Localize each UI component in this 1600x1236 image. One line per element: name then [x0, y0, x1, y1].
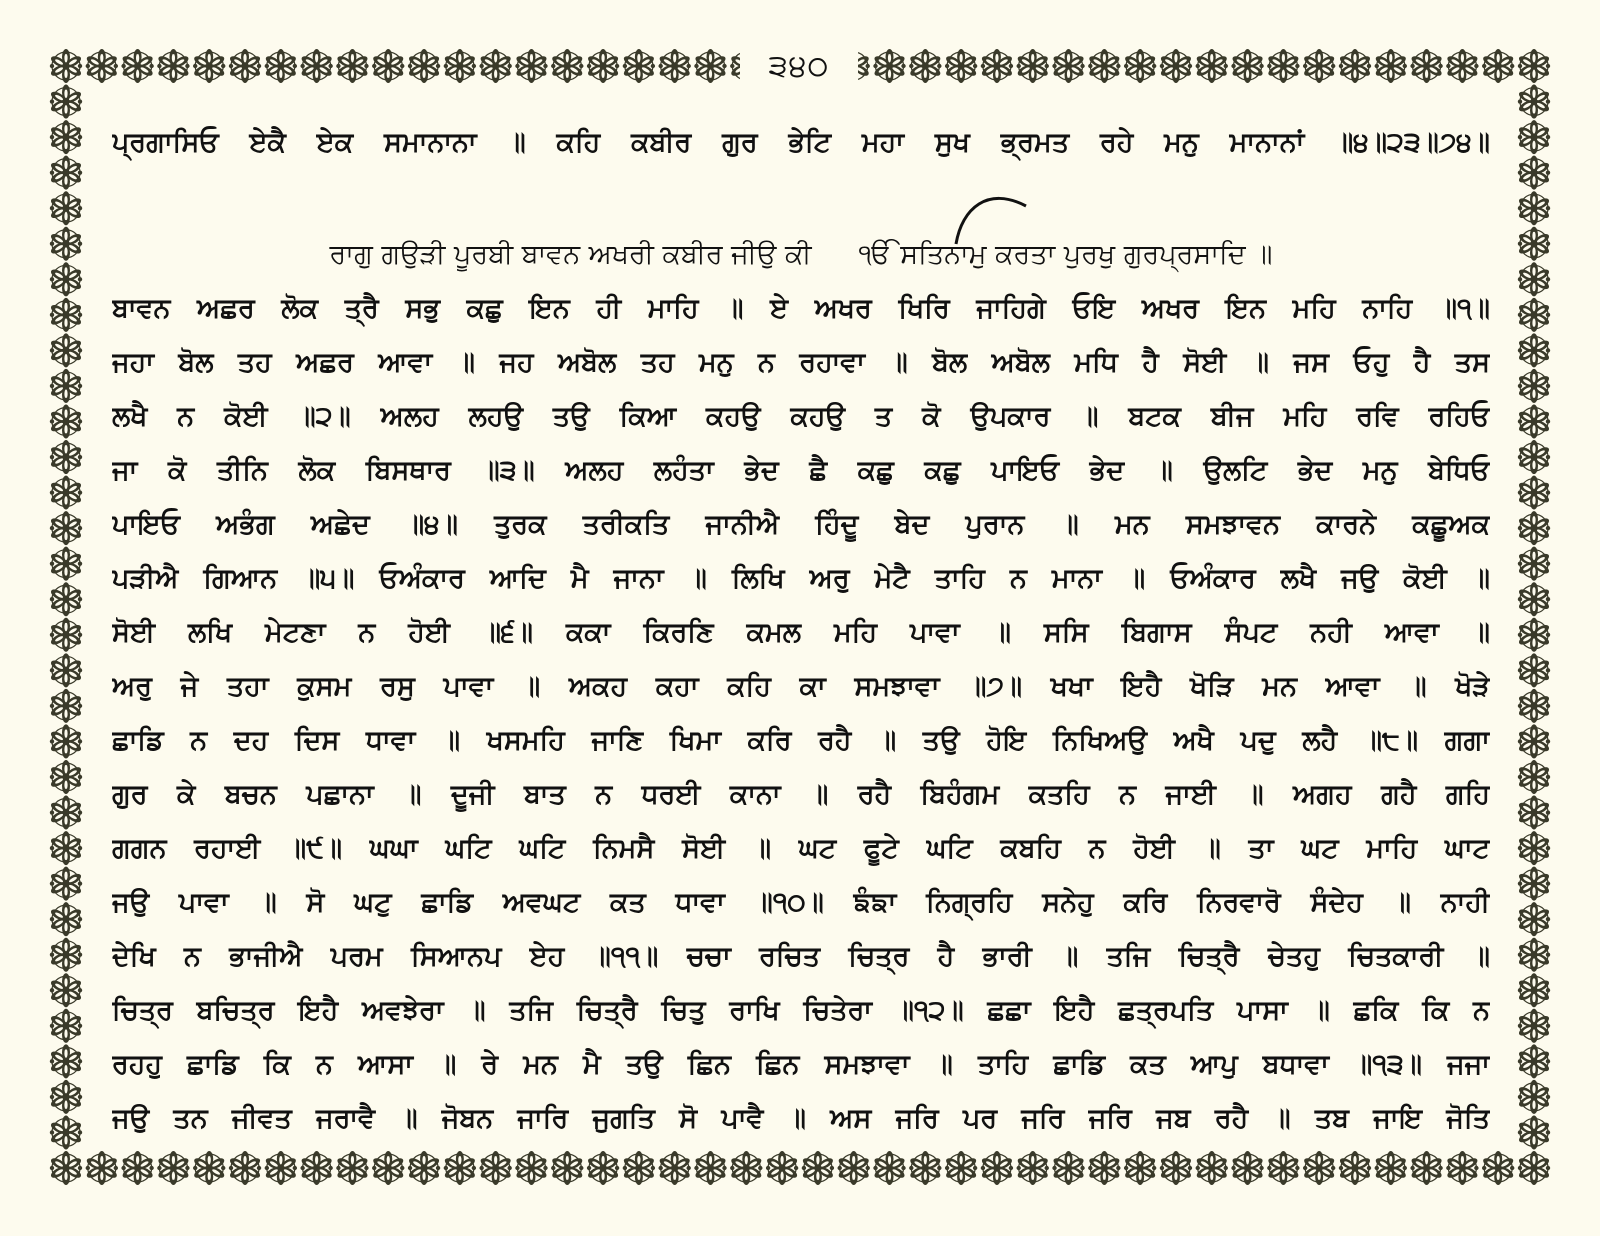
- flower-icon: [157, 49, 190, 83]
- flower-icon: [873, 49, 906, 83]
- flower-icon: [1088, 1151, 1121, 1185]
- flower-icon: [157, 1151, 190, 1185]
- flower-icon: [85, 49, 118, 83]
- flower-icon: [49, 227, 82, 261]
- flower-icon: [1302, 49, 1335, 83]
- flower-icon: [1517, 227, 1550, 261]
- flower-icon: [1517, 618, 1550, 652]
- flower-icon: [1374, 1151, 1407, 1185]
- flower-icon: [873, 1151, 906, 1185]
- flower-icon: [49, 85, 82, 119]
- flower-icon: [658, 1151, 691, 1185]
- flower-icon: [228, 1151, 261, 1185]
- flower-icon: [49, 476, 82, 510]
- verse-line: ਪ੍ਰਗਾਸਿਓ ਏਕੈ ਏਕ ਸਮਾਨਾਨਾ ॥ ਕਹਿ ਕਬੀਰ ਗੁਰ ਭੇਟਿ ਮਹਾ ਸੁਖ ਭ੍ਰਮਤ ਰਹੇ ਮਨੁ ਮਾਨਾਨਾਂ ॥੪॥੨੩॥੭੪॥: [112, 127, 1490, 158]
- verse-line: ਅਰੁ ਜੇ ਤਹਾ ਕੁਸਮ ਰਸੁ ਪਾਵਾ ॥ ਅਕਹ ਕਹਾ ਕਹਿ ਕਾ ਸਮਝਾਵਾ ॥੭॥ ਖਖਾ ਇਹੈ ਖੋੜਿ ਮਨ ਆਵਾ ॥ ਖੋੜੇ: [112, 671, 1490, 702]
- mool-mantar: ੴ ਸਤਿਨਾਮੁ ਕਰਤਾ ਪੁਰਖੁ ਗੁਰਪ੍ਰਸਾਦਿ ॥: [858, 239, 1273, 270]
- flower-icon: [49, 49, 82, 83]
- flower-icon: [49, 831, 82, 865]
- flower-icon: [622, 1151, 655, 1185]
- verse-line: ਚਿਤ੍ਰ ਬਚਿਤ੍ਰ ਇਹੈ ਅਵਝੇਰਾ ॥ ਤਜਿ ਚਿਤ੍ਰੈ ਚਿਤੁ ਰਾਖਿ ਚਿਤੇਰਾ ॥੧੨॥ ਛਛਾ ਇਹੈ ਛਤ੍ਰਪਤਿ ਪਾਸਾ ॥ ਛਕਿ ਕਿ ਨ: [112, 995, 1490, 1026]
- flower-icon: [1267, 1151, 1300, 1185]
- flower-icon: [300, 1151, 333, 1185]
- flower-icon: [49, 724, 82, 758]
- flower-icon: [551, 49, 584, 83]
- flower-icon: [49, 618, 82, 652]
- flower-icon: [1016, 1151, 1049, 1185]
- flower-icon: [1517, 1080, 1550, 1114]
- flower-icon: [1517, 831, 1550, 865]
- flower-icon: [1517, 760, 1550, 794]
- flower-icon: [49, 689, 82, 723]
- flower-icon: [1517, 333, 1550, 367]
- flower-icon: [1267, 49, 1300, 83]
- flower-icon: [407, 1151, 440, 1185]
- flower-icon: [1517, 796, 1550, 830]
- flower-icon: [264, 1151, 297, 1185]
- flower-icon: [944, 1151, 977, 1185]
- flower-icon: [1481, 1151, 1514, 1185]
- flower-icon: [909, 1151, 942, 1185]
- flower-icon: [1517, 582, 1550, 616]
- flower-icon: [1517, 938, 1550, 972]
- scripture-text: [112, 116, 1490, 1146]
- raag-title: ਰਾਗੁ ਗਉੜੀ ਪੂਰਬੀ ਬਾਵਨ ਅਖਰੀ ਕਬੀਰ ਜੀਉ ਕੀ: [329, 239, 812, 270]
- flower-icon: [944, 49, 977, 83]
- flower-icon: [765, 1151, 798, 1185]
- flower-icon: [1195, 49, 1228, 83]
- verse-line: ਜਾ ਕੋ ਤੀਨਿ ਲੋਕ ਬਿਸਥਾਰ ॥੩॥ ਅਲਹ ਲਹੰਤਾ ਭੇਦ ਛੈ ਕਛੁ ਕਛੁ ਪਾਇਓ ਭੇਦ ॥ ਉਲਟਿ ਭੇਦ ਮਨੁ ਬੇਧਿਓ: [112, 455, 1490, 486]
- flower-icon: [49, 1115, 82, 1149]
- flower-icon: [515, 49, 548, 83]
- flower-icon: [1517, 404, 1550, 438]
- flower-icon: [1016, 49, 1049, 83]
- flower-icon: [1446, 49, 1479, 83]
- flower-icon: [49, 191, 82, 225]
- flower-icon: [1410, 49, 1443, 83]
- flower-icon: [1088, 49, 1121, 83]
- ek-onkar-arc-icon: [948, 178, 1038, 248]
- flower-icon: [49, 1009, 82, 1043]
- flower-icon: [980, 49, 1013, 83]
- section-spacer: [112, 170, 1490, 228]
- flower-icon: [1517, 440, 1550, 474]
- flower-icon: [121, 1151, 154, 1185]
- flower-icon: [1159, 1151, 1192, 1185]
- flower-icon: [479, 1151, 512, 1185]
- flower-icon: [1517, 547, 1550, 581]
- flower-icon: [730, 1151, 763, 1185]
- flower-icon: [264, 49, 297, 83]
- flower-icon: [192, 1151, 225, 1185]
- flower-icon: [1338, 1151, 1371, 1185]
- flower-icon: [1123, 49, 1156, 83]
- flower-icon: [49, 511, 82, 545]
- flower-icon: [49, 902, 82, 936]
- flower-icon: [49, 120, 82, 154]
- verse-line: ਰਹਹੁ ਛਾਡਿ ਕਿ ਨ ਆਸਾ ॥ ਰੇ ਮਨ ਮੈ ਤਉ ਛਿਨ ਛਿਨ ਸਮਝਾਵਾ ॥ ਤਾਹਿ ਛਾਡਿ ਕਤ ਆਪੁ ਬਧਾਵਾ ॥੧੩॥ ਜਜਾ: [112, 1049, 1490, 1080]
- flower-icon: [1517, 511, 1550, 545]
- flower-icon: [1159, 49, 1192, 83]
- flower-icon: [909, 49, 942, 83]
- flower-icon: [1052, 49, 1085, 83]
- flower-icon: [49, 404, 82, 438]
- verse-line: ਜਉ ਪਾਵਾ ॥ ਸੋ ਘਟੁ ਛਾਡਿ ਅਵਘਟ ਕਤ ਧਾਵਾ ॥੧੦॥ ਙੰਙਾ ਨਿਗ੍ਰਹਿ ਸਨੇਹੁ ਕਰਿ ਨਿਰਵਾਰੋ ਸੰਦੇਹ ॥ ਨਾਹੀ: [112, 887, 1490, 918]
- flower-icon: [1517, 973, 1550, 1007]
- flower-icon: [1231, 49, 1264, 83]
- flower-icon: [336, 1151, 369, 1185]
- flower-icon: [49, 1151, 82, 1185]
- verse-line: ਪਾਇਓ ਅਭੰਗ ਅਛੇਦ ॥੪॥ ਤੁਰਕ ਤਰੀਕਤਿ ਜਾਨੀਐ ਹਿੰਦੂ ਬੇਦ ਪੁਰਾਨ ॥ ਮਨ ਸਮਝਾਵਨ ਕਾਰਨੇ ਕਛੂਅਕ: [112, 509, 1490, 540]
- flower-icon: [837, 1151, 870, 1185]
- flower-icon: [586, 49, 619, 83]
- flower-icon: [694, 49, 727, 83]
- verse-line: ਜਹਾ ਬੋਲ ਤਹ ਅਛਰ ਆਵਾ ॥ ਜਹ ਅਬੋਲ ਤਹ ਮਨੁ ਨ ਰਹਾਵਾ ॥ ਬੋਲ ਅਬੋਲ ਮਧਿ ਹੈ ਸੋਈ ॥ ਜਸ ਓਹੁ ਹੈ ਤਸ: [112, 347, 1490, 378]
- flower-icon: [1481, 49, 1514, 83]
- flower-icon: [49, 369, 82, 403]
- flower-icon: [85, 1151, 118, 1185]
- flower-icon: [372, 1151, 405, 1185]
- flower-icon: [443, 49, 476, 83]
- flower-icon: [515, 1151, 548, 1185]
- flower-icon: [1517, 262, 1550, 296]
- verse-line: ਗਗਨ ਰਹਾਈ ॥੯॥ ਘਘਾ ਘਟਿ ਘਟਿ ਨਿਮਸੈ ਸੋਈ ॥ ਘਟ ਫੂਟੇ ਘਟਿ ਕਬਹਿ ਨ ਹੋਈ ॥ ਤਾ ਘਟ ਮਾਹਿ ਘਾਟ: [112, 833, 1490, 864]
- flower-icon: [1052, 1151, 1085, 1185]
- flower-icon: [1517, 156, 1550, 190]
- flower-icon: [49, 973, 82, 1007]
- flower-icon: [1517, 1044, 1550, 1078]
- flower-icon: [1517, 653, 1550, 687]
- flower-icon: [1517, 1009, 1550, 1043]
- flower-icon: [49, 1080, 82, 1114]
- flower-icon: [49, 156, 82, 190]
- flower-icon: [1195, 1151, 1228, 1185]
- flower-icon: [49, 867, 82, 901]
- flower-icon: [1517, 369, 1550, 403]
- flower-icon: [49, 298, 82, 332]
- page-number: ੩੪੦: [740, 44, 858, 88]
- verse-lines: [112, 282, 1490, 1146]
- flower-icon: [49, 547, 82, 581]
- flower-icon: [551, 1151, 584, 1185]
- flower-icon: [49, 333, 82, 367]
- flower-icon: [1446, 1151, 1479, 1185]
- flower-icon: [1123, 1151, 1156, 1185]
- verse-line: ਛਾਡਿ ਨ ਦਹ ਦਿਸ ਧਾਵਾ ॥ ਖਸਮਹਿ ਜਾਣਿ ਖਿਮਾ ਕਰਿ ਰਹੈ ॥ ਤਉ ਹੋਇ ਨਿਖਿਅਉ ਅਖੈ ਪਦੁ ਲਹੈ ॥੮॥ ਗਗਾ: [112, 725, 1490, 756]
- verse-line: ਸੋਈ ਲਖਿ ਮੇਟਣਾ ਨ ਹੋਈ ॥੬॥ ਕਕਾ ਕਿਰਣਿ ਕਮਲ ਮਹਿ ਪਾਵਾ ॥ ਸਸਿ ਬਿਗਾਸ ਸੰਪਟ ਨਹੀ ਆਵਾ ॥: [112, 617, 1490, 648]
- verse-line: ਗੁਰ ਕੇ ਬਚਨ ਪਛਾਨਾ ॥ ਦੂਜੀ ਬਾਤ ਨ ਧਰਈ ਕਾਨਾ ॥ ਰਹੈ ਬਿਹੰਗਮ ਕਤਹਿ ਨ ਜਾਈ ॥ ਅਗਹ ਗਹੈ ਗਹਿ: [112, 779, 1490, 810]
- flower-icon: [372, 49, 405, 83]
- flower-icon: [443, 1151, 476, 1185]
- flower-icon: [1517, 476, 1550, 510]
- verse-line: ਪੜੀਐ ਗਿਆਨ ॥੫॥ ਓਅੰਕਾਰ ਆਦਿ ਮੈ ਜਾਨਾ ॥ ਲਿਖਿ ਅਰੁ ਮੇਟੈ ਤਾਹਿ ਨ ਮਾਨਾ ॥ ਓਅੰਕਾਰ ਲਖੈ ਜਉ ਕੋਈ ॥: [112, 563, 1490, 594]
- flower-icon: [49, 1044, 82, 1078]
- flower-icon: [49, 582, 82, 616]
- verse-line: ਜਉ ਤਨ ਜੀਵਤ ਜਰਾਵੈ ॥ ਜੋਬਨ ਜਾਰਿ ਜੁਗਤਿ ਸੋ ਪਾਵੈ ॥ ਅਸ ਜਰਿ ਪਰ ਜਰਿ ਜਰਿ ਜਬ ਰਹੈ ॥ ਤਬ ਜਾਇ ਜੋਤਿ: [112, 1103, 1490, 1134]
- flower-icon: [694, 1151, 727, 1185]
- flower-icon: [1410, 1151, 1443, 1185]
- flower-icon: [1517, 902, 1550, 936]
- flower-icon: [980, 1151, 1013, 1185]
- flower-icon: [407, 49, 440, 83]
- flower-icon: [1517, 191, 1550, 225]
- flower-icon: [1517, 298, 1550, 332]
- flower-icon: [1517, 1115, 1550, 1149]
- flower-icon: [228, 49, 261, 83]
- flower-icon: [586, 1151, 619, 1185]
- flower-icon: [1517, 1151, 1550, 1185]
- flower-icon: [1302, 1151, 1335, 1185]
- flower-icon: [658, 49, 691, 83]
- flower-icon: [1517, 120, 1550, 154]
- flower-icon: [49, 262, 82, 296]
- flower-icon: [49, 796, 82, 830]
- flower-icon: [801, 1151, 834, 1185]
- flower-icon: [1231, 1151, 1264, 1185]
- flower-icon: [1338, 49, 1371, 83]
- verse-line: ਲਖੈ ਨ ਕੋਈ ॥੨॥ ਅਲਹ ਲਹਉ ਤਉ ਕਿਆ ਕਹਉ ਕਹਉ ਤ ਕੋ ਉਪਕਾਰ ॥ ਬਟਕ ਬੀਜ ਮਹਿ ਰਵਿ ਰਹਿਓ: [112, 401, 1490, 432]
- verse-line: ਦੇਖਿ ਨ ਭਾਜੀਐ ਪਰਮ ਸਿਆਨਪ ਏਹ ॥੧੧॥ ਚਚਾ ਰਚਿਤ ਚਿਤ੍ਰ ਹੈ ਭਾਰੀ ॥ ਤਜਿ ਚਿਤ੍ਰੈ ਚੇਤਹੁ ਚਿਤਕਾਰੀ ॥: [112, 941, 1490, 972]
- flower-icon: [121, 49, 154, 83]
- flower-icon: [336, 49, 369, 83]
- flower-icon: [192, 49, 225, 83]
- flower-icon: [300, 49, 333, 83]
- flower-icon: [479, 49, 512, 83]
- flower-icon: [49, 440, 82, 474]
- flower-icon: [49, 938, 82, 972]
- flower-icon: [1517, 867, 1550, 901]
- flower-icon: [1517, 49, 1550, 83]
- flower-icon: [1517, 689, 1550, 723]
- flower-icon: [49, 760, 82, 794]
- flower-icon: [49, 653, 82, 687]
- raag-heading: [112, 228, 1490, 282]
- verse-line: ਬਾਵਨ ਅਛਰ ਲੋਕ ਤ੍ਰੈ ਸਭੁ ਕਛੁ ਇਨ ਹੀ ਮਾਹਿ ॥ ਏ ਅਖਰ ਖਿਰਿ ਜਾਹਿਗੇ ਓਇ ਅਖਰ ਇਨ ਮਹਿ ਨਾਹਿ ॥੧॥: [112, 293, 1490, 324]
- flower-icon: [622, 49, 655, 83]
- flower-icon: [1374, 49, 1407, 83]
- flower-icon: [1517, 85, 1550, 119]
- flower-icon: [1517, 724, 1550, 758]
